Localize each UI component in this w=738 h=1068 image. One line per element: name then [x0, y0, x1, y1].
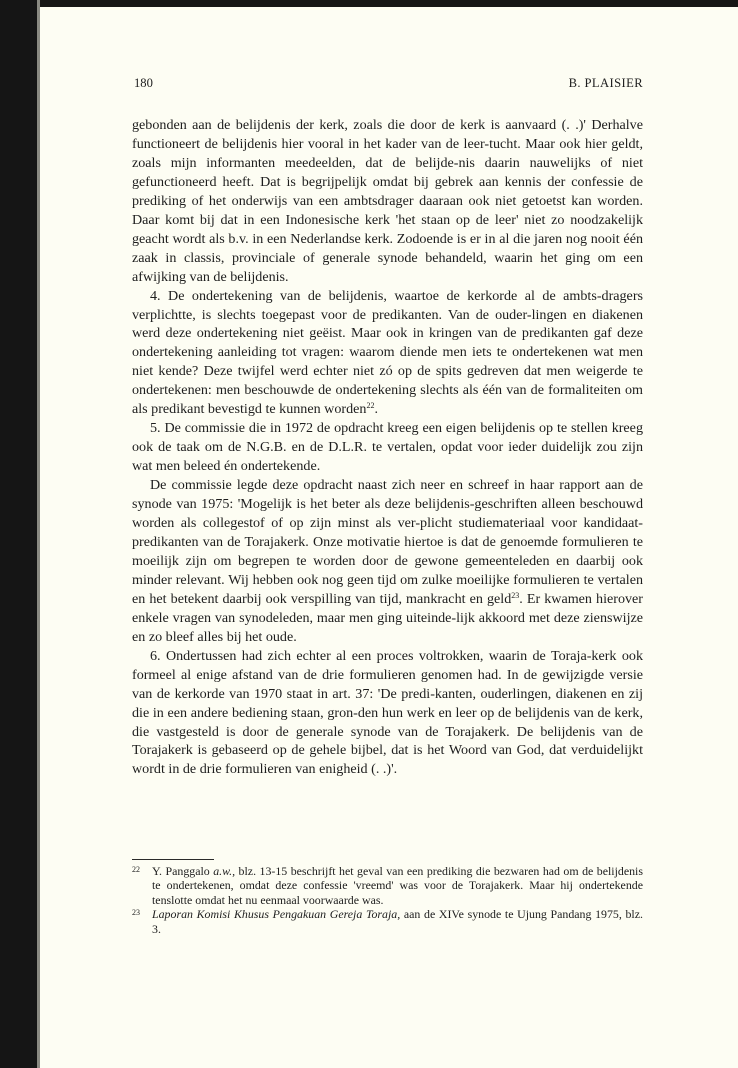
paragraph-commissie: De commissie legde deze opdracht naast zich neer en schreef in haar rapport aan de synode van 1975: 'Mogelijk is het beter als deze belijdenis-geschriften alleen beschouwd worden als collegestof of op zijn minst als ver-plicht studiemateriaal voor kandidaat-predikanten van de Torajakerk. Onze motivatie hiertoe is dat de genoemde formulieren te moeilijk zijn om begrepen te worden door de gewone gemeenteleden en daarbij ook minder relevant. Wij hebben ook nog geen tijd om zulke moeilijke formulieren te vertalen en het betekent daarbij ook verspilling van tijd, mankracht en geld$^{23}$. Er kwamen hierover enkele vragen van synodeleden, maar men ging uiteinde-lijk akkoord met deze zienswijze en zo bleef alles bij het oude.	[132, 477, 643, 645]
footnote-22: 22 Y. Panggalo a.w., blz. 13-15 beschrijft het geval van een prediking die bezwaren had om de belijdenis te ondertekenen, omdat deze confessie 'vreemd' was voor de Torajakerk. Maar hij ondertekende tenslotte omdat het nu eenmaal voorwaarde was.	[132, 864, 643, 907]
scan-left-edge	[0, 0, 37, 1068]
paragraph-6: 6. Ondertussen had zich echter al een proces voltrokken, waarin de Toraja-kerk ook formeel al enige afstand van de drie formulieren genomen had. In de gewijzigde versie van de kerkorde van 1970 staat in art. 37: 'De predi-kanten, ouderlingen, diakenen en zij die in een andere bediening staan, gron-den hun werk en leer op de belijdenis van de kerk, die vastgesteld is door de generale synode van de Torajakerk. De belijdenis van de Torajakerk is gebaseerd op de gehele bijbel, dat is het Woord van God, dat verduidelijkt wordt in de drie formulieren van enigheid (. .)'.	[132, 647, 643, 778]
body-text	[132, 116, 643, 779]
page-number: 180	[134, 76, 153, 90]
footnote-ref-23[interactable]: 23	[511, 590, 520, 600]
scan-left-shadow	[37, 0, 40, 1068]
footnote-ref-22[interactable]: 22	[366, 401, 375, 411]
footnote-divider	[132, 859, 214, 860]
paragraph-4: 4. De ondertekening van de belijdenis, waartoe de kerkorde al de ambts-dragers verplichtte, is slechts toegepast voor de predikanten. Van de ouder-lingen en diakenen werd deze ondertekening niet geëist. Maar ook in kringen van de predikanten gaf deze ondertekening aanleiding tot vragen: waarom diende men iets te ondertekenen wat men niet kende? Deze twijfel werd echter niet zó op de spits gedreven dat men weigerde te ondertekenen: men beschouwde de ondertekening slechts als één van de formaliteiten om als predikant bevestigd te kunnen worden$^{22}$.	[132, 287, 643, 418]
paragraph-continuation: gebonden aan de belijdenis der kerk, zoals die door de kerk is aanvaard (. .)' Derhalve functioneert de belijdenis hier vooral in het kader van de leer-tucht. Maar ook hier geldt, zoals mijn informanten meedeelden, dat de belijde-nis daarin nauwelijks of niet gefunctioneerd heeft. Dat is begrijpelijk omdat bij gebrek aan kennis der confessie de prediking of het onderwijs van een ambtsdrager daaraan ook niet getoetst kan worden. Daar komt bij dat in een Indonesische kerk 'het staan op de leer' niet zo noodzakelijk geacht wordt als b.v. in een Nederlandse kerk. Zodoende is er in al die jaren nog nooit één zaak in classis, provinciale of generale synode behandeld, waarin het ging om een afwijking van de belijdenis.	[132, 117, 643, 285]
scan-top-edge	[0, 0, 738, 7]
running-head	[132, 76, 643, 94]
footnotes	[132, 864, 643, 936]
footnote-23: 23 Laporan Komisi Khusus Pengakuan Gereja Toraja, aan de XIVe synode te Ujung Pandang 1975, blz. 3.	[132, 907, 643, 936]
paragraph-5: 5. De commissie die in 1972 de opdracht kreeg een eigen belijdenis op te stellen kreeg ook de taak om de N.G.B. en de D.L.R. te vertalen, opdat voor ieder duidelijk zou zijn wat men beleed én ondertekende.	[132, 420, 643, 475]
running-head-author: B. PLAISIER	[568, 76, 643, 90]
footnote-number: 23	[132, 908, 140, 918]
footnote-number: 22	[132, 865, 140, 874]
